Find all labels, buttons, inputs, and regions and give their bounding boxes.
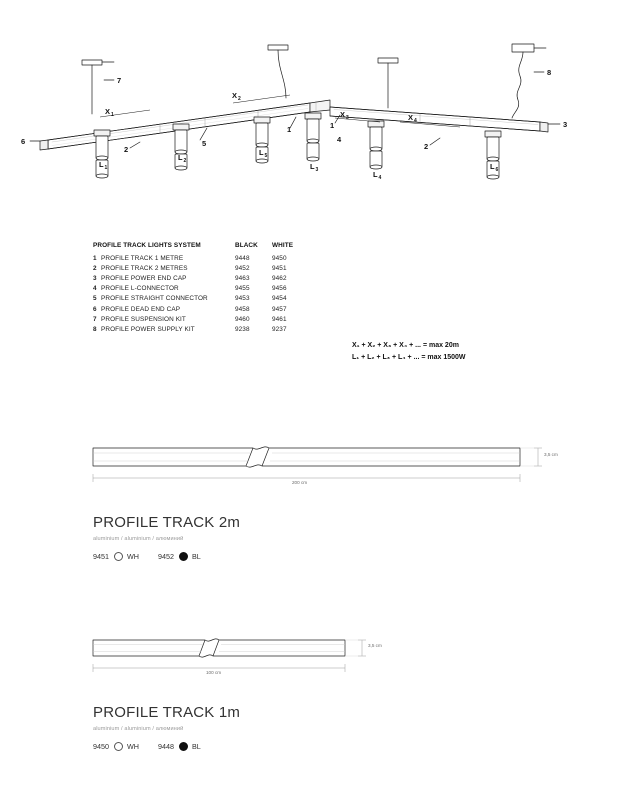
svg-text:4: 4 — [378, 175, 382, 181]
table-row — [93, 324, 307, 334]
row-black-code: 9455 — [235, 285, 250, 293]
track-1m-technical-drawing — [0, 622, 622, 702]
row-number: 5 — [93, 295, 97, 303]
black-label: BL — [191, 742, 201, 751]
header-black: BLACK — [235, 242, 258, 249]
row-white-code: 9454 — [272, 295, 287, 303]
table-row — [93, 284, 307, 294]
callout-6: 6 — [21, 137, 26, 146]
parts-table — [93, 242, 307, 335]
row-number: 4 — [93, 285, 97, 293]
table-row — [93, 294, 307, 304]
product-color-codes — [93, 552, 202, 561]
row-black-code: 9238 — [235, 325, 250, 333]
suspension-kit-left — [82, 60, 114, 114]
length-dimension-1m: 100 cm — [206, 670, 222, 675]
product-materials: aluminium / aluminium / алюминий — [93, 726, 184, 732]
callout-5: 5 — [202, 139, 207, 148]
callout-1-right: 1 — [330, 121, 335, 130]
height-dimension-2m: 3,5 cm — [544, 452, 558, 457]
callout-3: 3 — [563, 120, 568, 129]
row-white-code: 9237 — [272, 325, 287, 333]
row-black-code: 9452 — [235, 264, 250, 272]
callout-1-left: 1 — [287, 125, 292, 134]
row-name: PROFILE DEAD END CAP — [101, 305, 181, 313]
svg-text:X: X — [232, 91, 238, 100]
product-2m-drawing — [0, 430, 622, 510]
svg-text:1: 1 — [111, 112, 114, 118]
svg-text:L: L — [373, 170, 378, 179]
lamp-label-l3 — [310, 162, 319, 173]
svg-text:L: L — [259, 148, 264, 157]
suspension-kit-mid — [268, 45, 288, 98]
row-white-code: 9450 — [272, 254, 287, 262]
black-label: BL — [191, 552, 201, 561]
track-system-illustration — [0, 0, 622, 215]
table-row — [93, 273, 307, 283]
table-row — [93, 314, 307, 324]
svg-text:L: L — [178, 153, 183, 162]
svg-text:6: 6 — [495, 167, 499, 173]
track-system-diagram — [0, 0, 622, 215]
table-row — [93, 263, 307, 273]
row-name: PROFILE L-CONNECTOR — [101, 285, 179, 293]
row-name: PROFILE POWER SUPPLY KIT — [101, 325, 195, 333]
svg-text:3: 3 — [315, 167, 319, 173]
limits-formula-block — [352, 340, 466, 364]
row-number: 3 — [93, 274, 97, 282]
table-header-row — [93, 242, 307, 253]
suspension-kit-right-mid — [378, 58, 398, 108]
svg-text:5: 5 — [264, 153, 268, 159]
svg-text:2: 2 — [238, 96, 241, 102]
row-name: PROFILE TRACK 1 METRE — [101, 254, 184, 262]
svg-text:2: 2 — [183, 158, 187, 164]
callout-4: 4 — [337, 135, 342, 144]
svg-text:1: 1 — [104, 165, 108, 171]
product-profile-track-2m — [0, 430, 622, 561]
track-2m-technical-drawing — [0, 430, 622, 510]
row-white-code: 9461 — [272, 315, 287, 323]
callout-2-right: 2 — [424, 142, 429, 151]
black-swatch-icon — [179, 742, 188, 751]
row-number: 1 — [93, 254, 97, 262]
height-dimension-1m: 3,5 cm — [368, 643, 382, 648]
parts-table-container — [93, 242, 513, 335]
row-white-code: 9457 — [272, 305, 287, 313]
black-code: 9452 — [157, 552, 174, 561]
row-white-code: 9456 — [272, 285, 287, 293]
white-swatch-icon — [114, 742, 123, 751]
white-label: WH — [127, 742, 139, 751]
svg-text:L: L — [490, 162, 495, 171]
svg-text:3: 3 — [346, 115, 349, 121]
product-materials: aluminium / aluminium / алюминий — [93, 536, 184, 542]
track-rail-group — [40, 100, 548, 150]
row-white-code: 9462 — [272, 274, 287, 282]
row-black-code: 9448 — [235, 254, 250, 262]
spotlight-1 — [94, 130, 110, 178]
product-title: PROFILE TRACK 2m — [93, 514, 241, 531]
callout-8: 8 — [547, 68, 552, 77]
product-1m-drawing — [0, 622, 622, 702]
product-color-codes — [93, 742, 202, 751]
svg-text:X: X — [105, 107, 111, 116]
callout-7: 7 — [117, 76, 122, 85]
row-name: PROFILE STRAIGHT CONNECTOR — [101, 295, 208, 303]
header-system-name: PROFILE TRACK LIGHTS SYSTEM — [93, 242, 201, 249]
svg-text:X: X — [340, 110, 346, 119]
row-black-code: 9458 — [235, 305, 250, 313]
spotlight-5 — [368, 121, 384, 169]
row-number: 2 — [93, 264, 97, 272]
svg-text:L: L — [99, 160, 104, 169]
row-black-code: 9460 — [235, 315, 250, 323]
row-number: 6 — [93, 305, 97, 313]
row-black-code: 9463 — [235, 274, 250, 282]
power-supply-kit — [512, 44, 546, 118]
spotlight-4 — [305, 113, 321, 161]
row-white-code: 9451 — [272, 264, 287, 272]
row-name: PROFILE SUSPENSION KIT — [101, 315, 186, 323]
white-label: WH — [127, 552, 139, 561]
svg-text:4: 4 — [414, 118, 417, 124]
leader-2a — [130, 142, 140, 148]
row-name: PROFILE POWER END CAP — [101, 274, 187, 282]
svg-text:X: X — [408, 113, 414, 122]
white-code: 9451 — [93, 552, 109, 561]
white-swatch-icon — [114, 552, 123, 561]
span-label-x2 — [232, 91, 241, 102]
formula-max-power: L₁ + L₂ + L₃ + L₄ + ... = max 1500W — [352, 354, 466, 361]
white-code: 9450 — [93, 742, 109, 751]
row-number: 8 — [93, 325, 97, 333]
table-row — [93, 304, 307, 314]
row-name: PROFILE TRACK 2 METRES — [101, 264, 188, 272]
black-code: 9448 — [157, 742, 174, 751]
spotlight-6 — [485, 131, 501, 179]
formula-max-length: X₁ + X₂ + X₃ + X₄ + ... = max 20m — [352, 342, 459, 349]
row-number: 7 — [93, 315, 97, 323]
table-row — [93, 253, 307, 263]
lamp-label-l4 — [373, 170, 382, 181]
product-title: PROFILE TRACK 1m — [93, 704, 241, 721]
callout-2-left: 2 — [124, 145, 129, 154]
product-profile-track-1m — [0, 622, 622, 751]
black-swatch-icon — [179, 552, 188, 561]
svg-text:L: L — [310, 162, 315, 171]
span-line-x2 — [233, 95, 290, 103]
leader-2b — [430, 138, 440, 145]
spotlight-2 — [173, 124, 189, 170]
row-black-code: 9453 — [235, 295, 250, 303]
length-dimension-2m: 200 cm — [292, 480, 308, 485]
header-white: WHITE — [272, 242, 294, 249]
